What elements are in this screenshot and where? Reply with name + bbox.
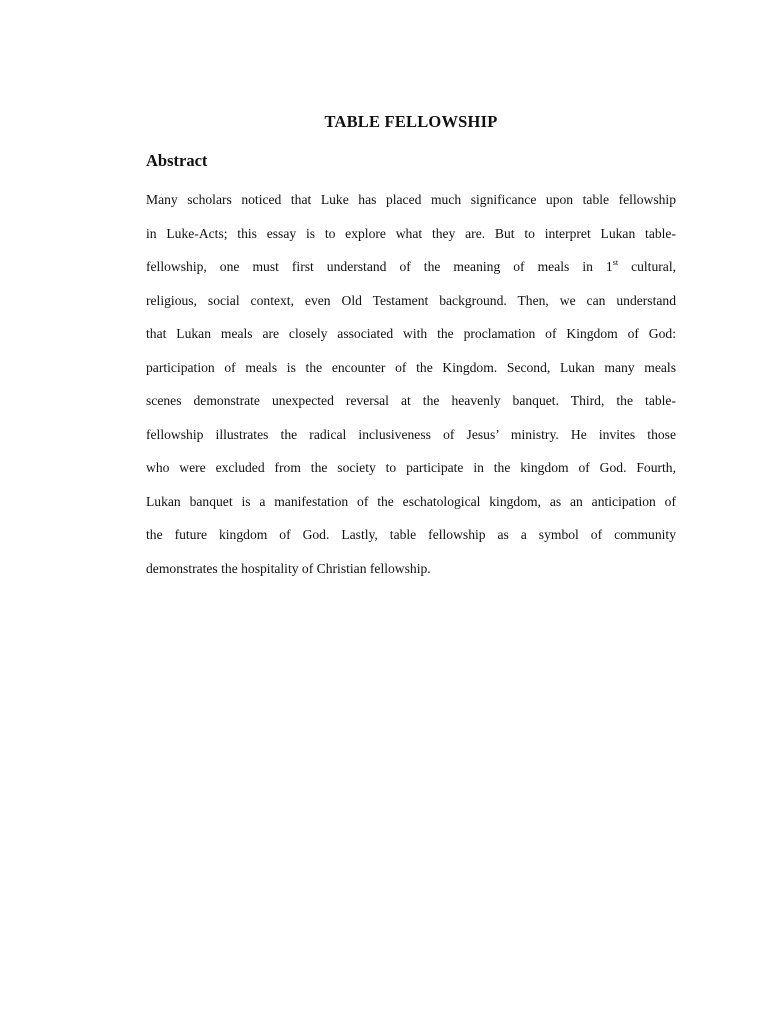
abstract-line-text: fellowship, one must first understand of the meaning of meals in 1: [146, 259, 613, 274]
abstract-line-text: participation of meals is the encounter of the Kingdom. Second, Lukan many meals: [146, 359, 676, 375]
abstract-line: [146, 418, 676, 452]
abstract-line-text: fellowship illustrates the radical inclusiveness of Jesus’ ministry. He invites those: [146, 426, 676, 442]
abstract-line: [146, 250, 676, 284]
abstract-line-text: Lukan banquet is a manifestation of the eschatological kingdom, as an anticipation of: [146, 493, 676, 509]
abstract-line-text: in Luke-Acts; this essay is to explore what they are. But to interpret Lukan table-: [146, 225, 676, 241]
abstract-line: [146, 518, 676, 552]
abstract-line: [146, 317, 676, 351]
ordinal-superscript: st: [612, 258, 619, 267]
abstract-line-text: scenes demonstrate unexpected reversal at the heavenly banquet. Third, the table-: [146, 393, 676, 408]
abstract-line: [146, 351, 676, 385]
abstract-line-text: who were excluded from the society to participate in the kingdom of God. Fourth,: [146, 460, 676, 475]
abstract-line: [146, 217, 676, 251]
abstract-line-text: that Lukan meals are closely associated with the proclamation of Kingdom of God:: [146, 326, 676, 341]
abstract-line: [146, 384, 676, 418]
abstract-line: [146, 485, 676, 519]
abstract-line-text-continued: cultural,: [618, 259, 676, 274]
document-title: TABLE FELLOWSHIP: [324, 112, 498, 131]
abstract-line-text: demonstrates the hospitality of Christian fellowship.: [146, 560, 431, 576]
abstract-line-text: Many scholars noticed that Luke has placed much significance upon table fellowship: [146, 192, 676, 207]
abstract-line-text: the future kingdom of God. Lastly, table fellowship as a symbol of community: [146, 527, 676, 542]
abstract-line: [146, 552, 676, 586]
abstract-body: [146, 183, 676, 585]
abstract-line: [146, 183, 676, 217]
abstract-heading: Abstract: [146, 151, 208, 170]
abstract-line-text: religious, social context, even Old Testament background. Then, we can understand: [146, 292, 676, 308]
abstract-line: [146, 284, 676, 318]
abstract-line: [146, 451, 676, 485]
